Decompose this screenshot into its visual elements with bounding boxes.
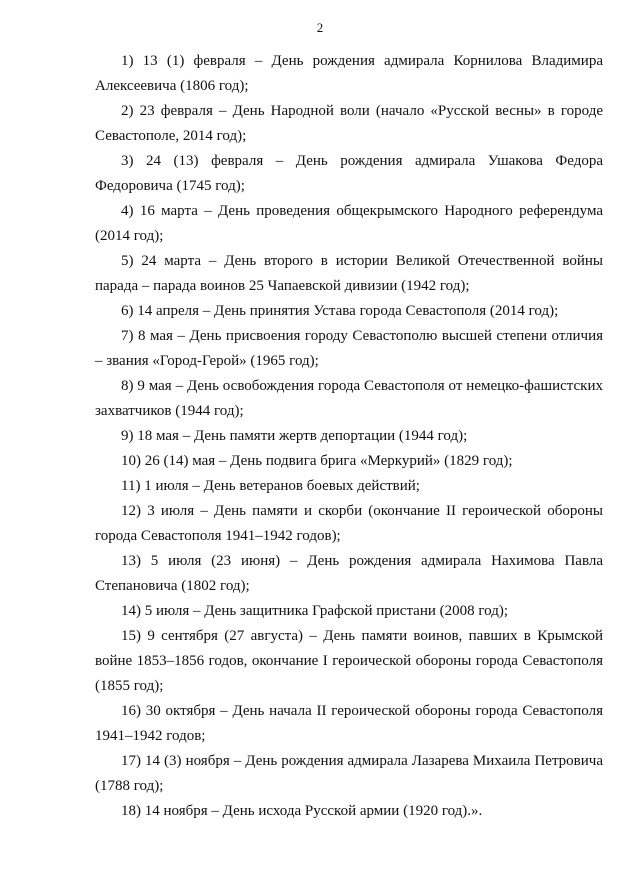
document-body [95,49,603,824]
list-item: 2) 23 февраля – День Народной воли (начало «Русской весны» в городе Севастополе, 2014 год); [95,103,603,144]
list-item: 5) 24 марта – День второго в истории Великой Отечественной войны парада – парада воинов 25 Чапаевской дивизии (1942 год); [95,253,603,294]
list-item: 14) 5 июля – День защитника Графской пристани (2008 год); [121,603,509,619]
list-item: 16) 30 октября – День начала II героической обороны города Севастополя 1941–1942 годов; [95,703,603,744]
list-item: 13) 5 июля (23 июня) – День рождения адмирала Нахимова Павла Степановича (1802 год); [95,553,603,594]
list-item: 17) 14 (3) ноября – День рождения адмирала Лазарева Михаила Петровича (1788 год); [95,753,603,794]
list-item: 6) 14 апреля – День принятия Устава города Севастополя (2014 год); [121,303,559,319]
list-item: 9) 18 мая – День памяти жертв депортации (1944 год); [121,428,468,444]
list-item: 11) 1 июля – День ветеранов боевых действий; [121,478,420,494]
list-item: 15) 9 сентября (27 августа) – День памяти воинов, павших в Крымской войне 1853–1856 годов, окончание I героической обороны города Севастополя (1855 год); [95,628,603,694]
list-item: 4) 16 марта – День проведения общекрымского Народного референдума (2014 год); [95,203,603,244]
list-item: 8) 9 мая – День освобождения города Севастополя от немецко-фашистских захватчиков (1944 год); [95,378,603,419]
list-item: 3) 24 (13) февраля – День рождения адмирала Ушакова Федора Федоровича (1745 год); [95,153,603,194]
list-item: 12) 3 июля – День памяти и скорби (окончание II героической обороны города Севастополя 1941–1942 годов); [95,503,603,544]
list-item: 10) 26 (14) мая – День подвига брига «Меркурий» (1829 год); [121,453,513,469]
list-item: 1) 13 (1) февраля – День рождения адмирала Корнилова Владимира Алексеевича (1806 год); [95,53,603,94]
list-item: 7) 8 мая – День присвоения городу Севастополю высшей степени отличия – звания «Город-Герой» (1965 год); [95,328,603,369]
page-number: 2 [316,20,324,35]
list-item: 18) 14 ноября – День исхода Русской армии (1920 год).». [121,803,483,819]
